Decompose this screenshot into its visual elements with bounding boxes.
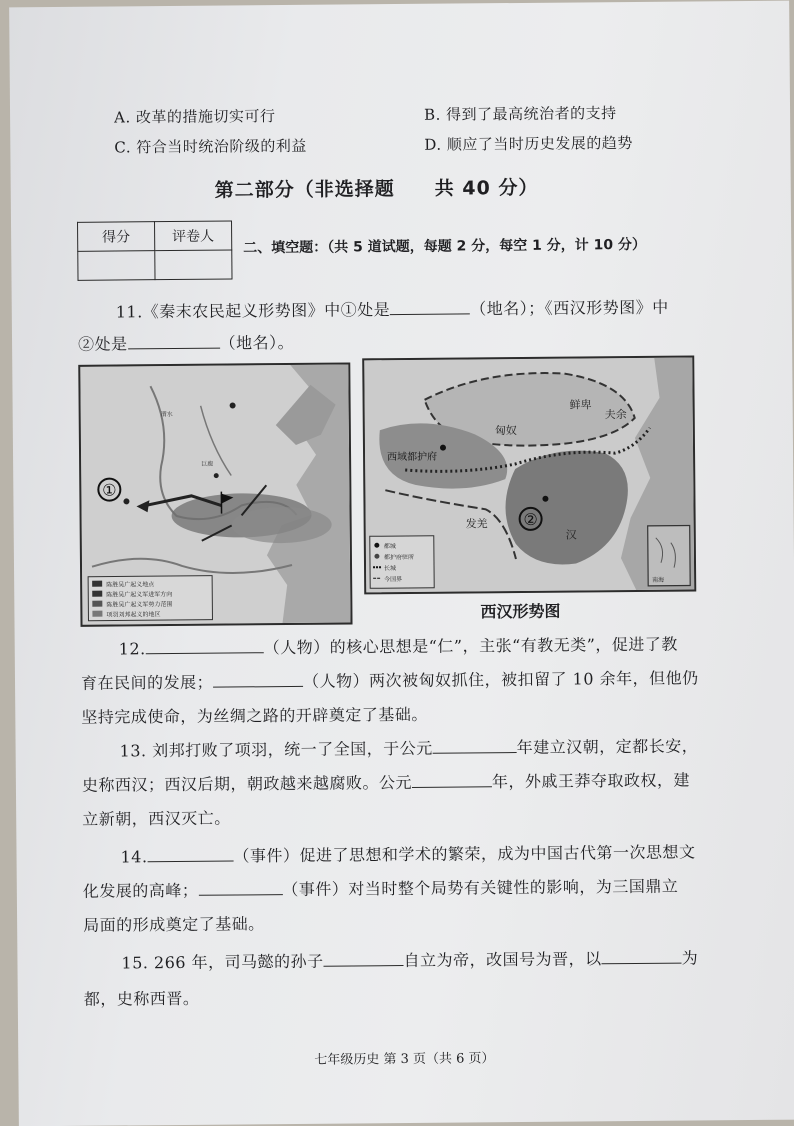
q12-blank-2 xyxy=(213,668,303,688)
question-13-line3: 立新朝，西汉灭亡。 xyxy=(82,801,231,838)
question-14-line3: 局面的形成奠定了基础。 xyxy=(83,906,265,944)
q15-text-2: 自立为帝，改国号为晋，以 xyxy=(404,949,602,970)
map2-inset-label: 南海 xyxy=(652,576,664,584)
question-13-line2 xyxy=(82,763,690,804)
q12-text-3: 育在民间的发展； xyxy=(81,673,213,693)
q14-text-4: （事件）对当时整个局势有关键性的影响，为三国鼎立 xyxy=(282,877,678,899)
exam-sheet xyxy=(9,1,794,1126)
grader-header: 评卷人 xyxy=(155,221,232,251)
q11-blank-2 xyxy=(127,330,219,350)
q13-text-2: 年建立汉朝，定都长安， xyxy=(517,736,699,757)
score-header: 得分 xyxy=(78,222,155,252)
question-11-line2 xyxy=(78,325,294,363)
q12-text-4: （人物）两次被匈奴抓住，被扣留了 10 余年，但他仍 xyxy=(303,668,699,690)
q13-blank-2 xyxy=(412,768,492,788)
q15-text-1: 15. 266 年，司马懿的孙子 xyxy=(121,952,323,973)
map1-label-julu: 巨鹿 xyxy=(201,460,213,468)
map-qin-uprising xyxy=(78,362,352,626)
q11-text-4: （地名）。 xyxy=(220,333,295,353)
q13-blank-1 xyxy=(433,734,517,754)
q13-text-4: 年，外戚王莽夺取政权，建 xyxy=(492,771,690,792)
map2-legend-3: 长城 xyxy=(384,564,396,572)
map2-legend-1: 都城 xyxy=(384,542,396,550)
map2-label-xiyu: 西域都护府 xyxy=(387,450,437,463)
map-qin-svg xyxy=(80,364,350,624)
map2-label-han: 汉 xyxy=(566,528,577,541)
map2-legend-2: 都护府驻所 xyxy=(384,553,414,561)
q11-text-3: ②处是 xyxy=(78,334,128,353)
q11-blank-1 xyxy=(390,295,470,315)
map2-caption: 西汉形势图 xyxy=(480,599,560,623)
score-cell xyxy=(78,251,155,281)
section-title: 二、填空题：（共 5 道试题，每题 2 分，每空 1 分，计 10 分） xyxy=(243,234,646,258)
map-han-svg xyxy=(364,357,694,592)
q13-text-1: 13. 刘邦打败了项羽，统一了全国，于公元 xyxy=(120,739,433,761)
option-c: C. 符合当时统治阶级的利益 xyxy=(114,135,307,158)
question-12-line3: 坚持完成使命，为丝绸之路的开辟奠定了基础。 xyxy=(81,697,428,736)
q11-text-1: 11.《秦末农民起义形势图》中①处是 xyxy=(116,300,391,321)
part-title: 第二部分（非选择题 共 40 分） xyxy=(215,173,539,203)
map1-legend-2: 陈胜吴广起义军进军方向 xyxy=(106,590,172,599)
q15-text-3: 为 xyxy=(682,948,699,967)
question-12-line2 xyxy=(81,660,699,701)
score-table xyxy=(77,220,233,280)
q14-text-2: （事件）促进了思想和学术的繁荣，成为中国古代第一次思想文 xyxy=(233,842,695,865)
q14-text-1: 14. xyxy=(120,847,147,866)
option-a: A. 改革的措施切实可行 xyxy=(114,105,276,127)
q14-text-3: 化发展的高峰； xyxy=(83,881,199,901)
map1-legend-4: 项羽刘邦起义的地区 xyxy=(106,610,160,618)
question-15-line1 xyxy=(121,940,698,981)
q15-blank-2 xyxy=(602,945,682,965)
question-15-line2: 都，史称西晋。 xyxy=(84,981,200,1018)
q11-text-2: （地名）；《西汉形势图》中 xyxy=(470,298,669,319)
question-14-line2 xyxy=(83,869,679,910)
q13-text-3: 史称西汉；西汉后期，朝政越来越腐败。公元 xyxy=(82,773,412,795)
map2-label-xiongnu: 匈奴 xyxy=(495,423,517,437)
map-western-han xyxy=(362,355,696,594)
option-d: D. 顺应了当时历史发展的趋势 xyxy=(424,132,633,155)
map2-legend-4: 今国界 xyxy=(384,575,402,583)
q14-blank-2 xyxy=(198,876,282,896)
q15-blank-1 xyxy=(324,947,404,967)
map2-label-faqiang: 发羌 xyxy=(466,516,488,530)
grader-cell xyxy=(155,250,232,280)
map1-label-weishui: 渭水 xyxy=(161,410,173,418)
map2-label-xianbei: 鲜卑 xyxy=(570,397,592,411)
q12-text-2: （人物）的核心思想是“仁”，主张“有教无类”，促进了教 xyxy=(264,635,678,658)
map1-marker: ① xyxy=(102,481,117,500)
map1-legend-1: 陈胜吴广起义地点 xyxy=(106,580,155,588)
q14-blank-1 xyxy=(147,842,233,862)
question-11-line1 xyxy=(116,290,669,331)
map2-label-fuyu: 夫余 xyxy=(605,407,627,421)
option-b: B. 得到了最高统治者的支持 xyxy=(424,102,617,125)
q12-blank-1 xyxy=(146,634,264,654)
map1-legend-3: 陈胜吴广起义军势力范围 xyxy=(106,600,172,609)
page-footer: 七年级历史 第 3 页（共 6 页） xyxy=(314,1047,494,1068)
q12-text-1: 12. xyxy=(119,639,146,658)
map2-marker: ② xyxy=(523,510,538,529)
